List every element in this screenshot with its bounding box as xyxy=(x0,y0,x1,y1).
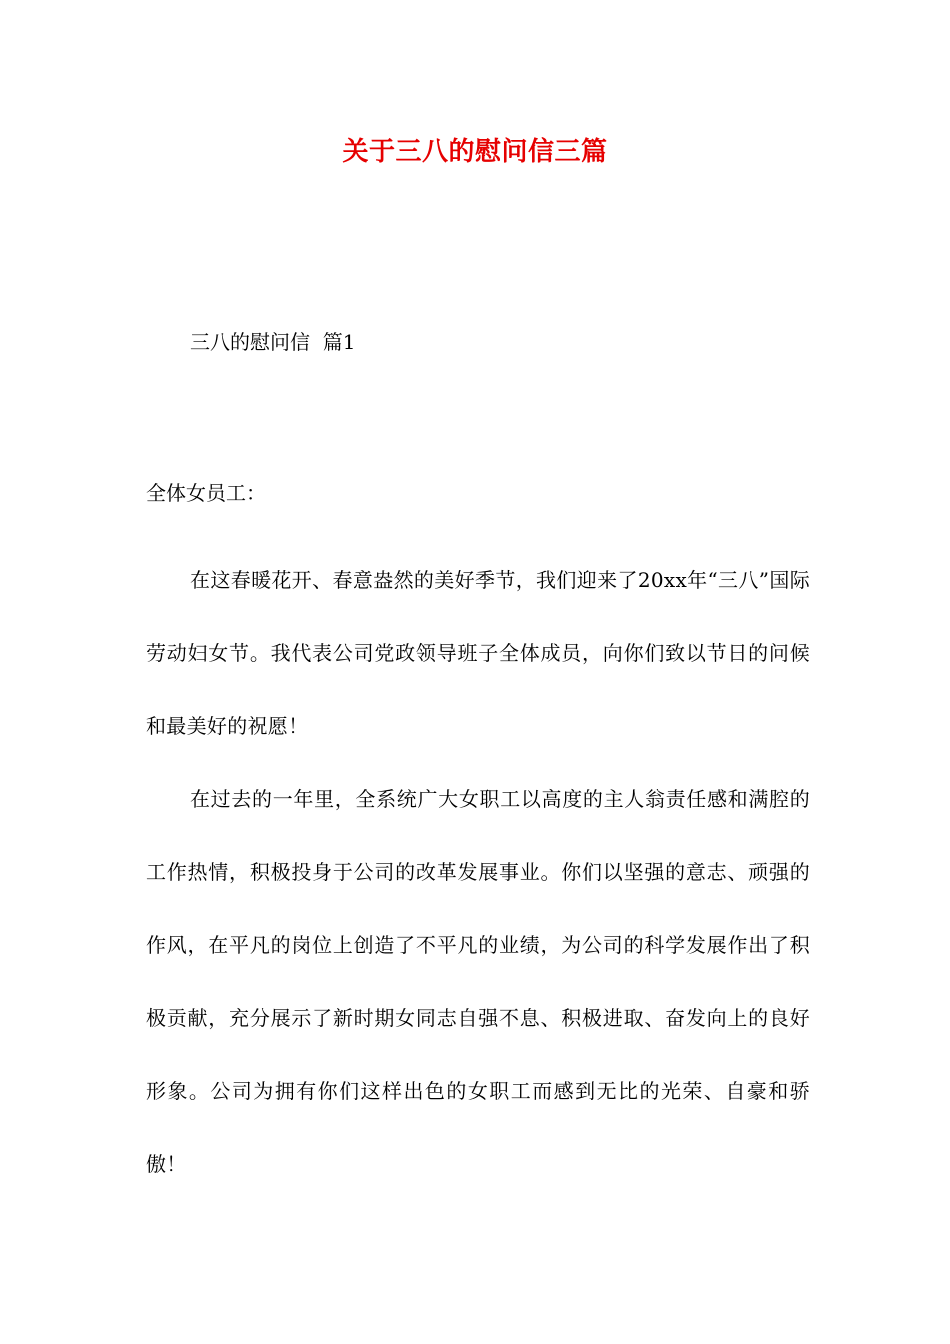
letter-body xyxy=(146,544,810,1201)
document-title: 关于三八的慰问信三篇 xyxy=(342,137,608,167)
section-heading: 三八的慰问信 篇1 xyxy=(190,330,356,354)
paragraph: 在这春暖花开、春意盎然的美好季节，我们迎来了20xx年“三八”国际劳动妇女节。我代表公司党政领导班子全体成员，向你们致以节日的问候和最美好的祝愿！ xyxy=(146,568,810,738)
salutation: 全体女员工： xyxy=(146,481,266,505)
paragraph: 在过去的一年里，全系统广大女职工以高度的主人翁责任感和满腔的工作热情，积极投身于公司的改革发展事业。你们以坚强的意志、顽强的作风，在平凡的岗位上创造了不平凡的业绩，为公司的科学发展作出了积极贡献，充分展示了新时期女同志自强不息、积极进取、奋发向上的良好形象。公司为拥有你们这样出色的女职工而感到无比的光荣、自豪和骄傲！ xyxy=(146,787,810,1176)
